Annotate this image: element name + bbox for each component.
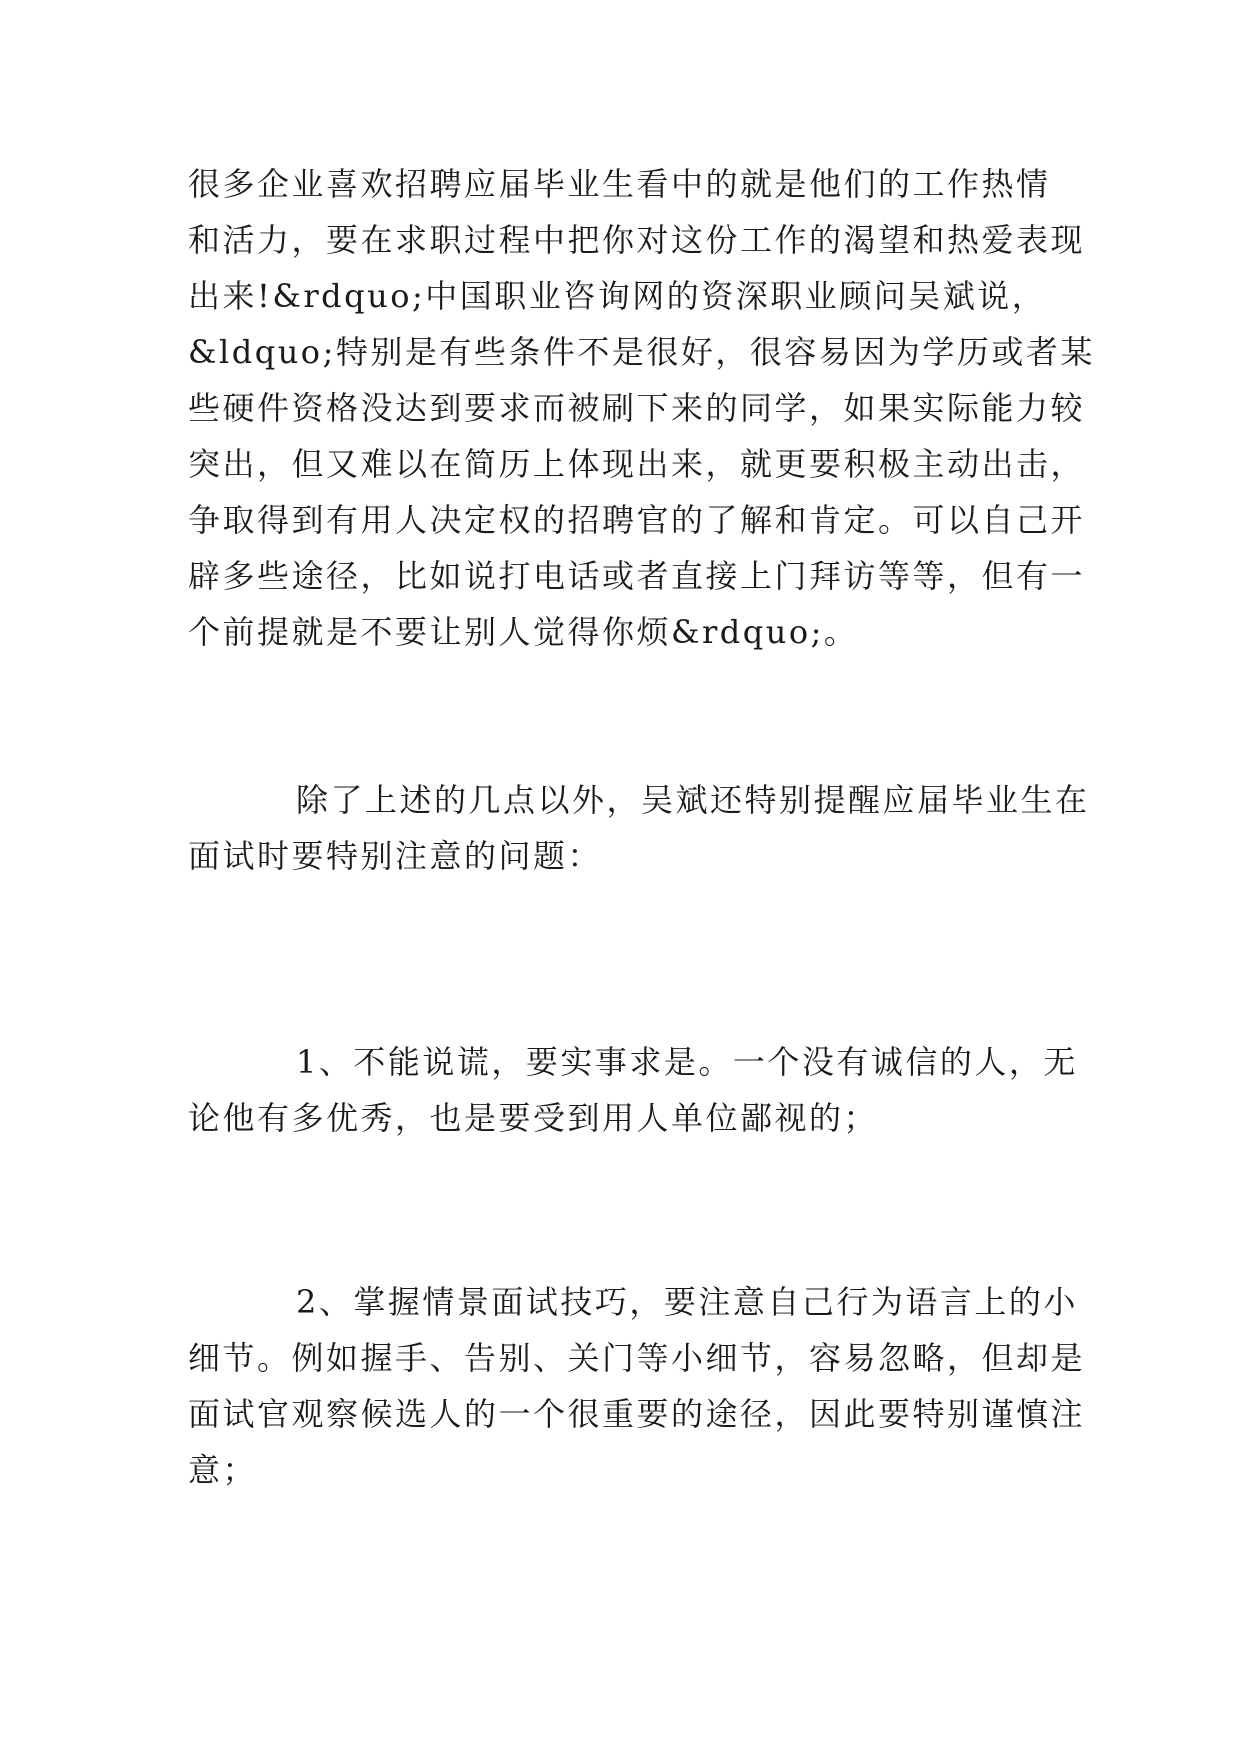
text-line: &ldquo;特别是有些条件不是很好，很容易因为学历或者某 [188, 333, 1095, 371]
text-line: 1、不能说谎，要实事求是。一个没有诚信的人，无 [296, 1043, 1078, 1081]
text-line: 很多企业喜欢招聘应届毕业生看中的就是他们的工作热情 [188, 165, 1051, 203]
text-line: 面试时要特别注意的问题： [188, 837, 603, 875]
text-line: 和活力，要在求职过程中把你对这份工作的渴望和热爱表现 [188, 221, 1086, 259]
paragraph-point-1 [188, 1034, 1078, 1146]
text-line: 些硬件资格没达到要求而被刷下来的同学，如果实际能力较 [188, 389, 1086, 427]
text-line: 个前提就是不要让别人觉得你烦&rdquo;。 [188, 613, 859, 651]
text-line: 论他有多优秀，也是要受到用人单位鄙视的； [188, 1099, 879, 1137]
text-line: 面试官观察候选人的一个很重要的途径，因此要特别谨慎注 [188, 1395, 1086, 1433]
text-line: 意； [188, 1451, 258, 1489]
text-line: 细节。例如握手、告别、关门等小细节，容易忽略，但却是 [188, 1339, 1086, 1377]
paragraph-point-2 [188, 1274, 1086, 1498]
text-line: 争取得到有用人决定权的招聘官的了解和肯定。可以自己开 [188, 501, 1086, 539]
paragraph-interview-reminder [188, 772, 1090, 884]
paragraph-hiring-enthusiasm [188, 156, 1095, 660]
text-line: 除了上述的几点以外，吴斌还特别提醒应届毕业生在 [296, 781, 1090, 819]
text-line: 2、掌握情景面试技巧，要注意自己行为语言上的小 [296, 1283, 1078, 1321]
text-line: 辟多些途径，比如说打电话或者直接上门拜访等等，但有一 [188, 557, 1086, 595]
text-line: 出来!&rdquo;中国职业咨询网的资深职业顾问吴斌说， [188, 277, 1047, 315]
text-line: 突出，但又难以在简历上体现出来，就更要积极主动出击， [188, 445, 1086, 483]
